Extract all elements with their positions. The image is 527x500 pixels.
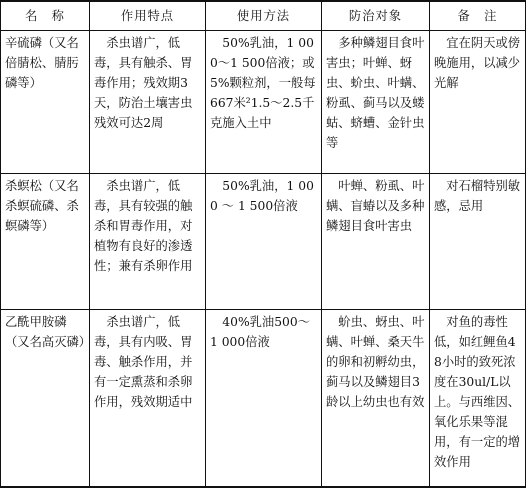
cell-name: 杀螟松（又名杀螟硫磷、杀螟磷等） <box>1 174 90 310</box>
header-name: 名 称 <box>1 1 90 31</box>
cell-usage: 40%乳油500～1 000倍液 <box>206 310 322 488</box>
table-row <box>1 174 526 310</box>
table-row <box>1 31 526 174</box>
cell-feature: 杀虫谱广，低毒，具有触杀、胃毒作用；残效期3天，防治土壤害虫残效可达2周 <box>90 31 206 174</box>
table-row <box>1 310 526 488</box>
header-usage: 使用方法 <box>206 1 322 31</box>
cell-note: 对石榴特别敏感，忌用 <box>430 174 526 310</box>
cell-usage: 50%乳油，1 000 ～ 1 500倍液 <box>206 174 322 310</box>
header-feature: 作用特点 <box>90 1 206 31</box>
cell-name: 乙酰甲胺磷（又名高灭磷） <box>1 310 90 488</box>
header-note: 备 注 <box>430 1 526 31</box>
header-target: 防治对象 <box>322 1 430 31</box>
cell-target: 多种鳞翅目食叶害虫；叶蝉、蚜虫、蚧虫、叶螨、粉虱、蓟马以及蝼蛄、蛴螬、金针虫等 <box>322 31 430 174</box>
cell-note: 对鱼的毒性低，如红鲤鱼48小时的致死浓度在30ul/L以上。与西维因、氧化乐果等混用，有一定的增效作用 <box>430 310 526 488</box>
cell-feature: 杀虫谱广，低毒，具有较强的触杀和胃毒作用，对植物有良好的渗透性；兼有杀卵作用 <box>90 174 206 310</box>
cell-name: 辛硫磷（又名倍腈松、腈肟磷等） <box>1 31 90 174</box>
cell-feature: 杀虫谱广，低毒，具有内吸、胃毒、触杀作用，并有一定熏蒸和杀卵作用，残效期适中 <box>90 310 206 488</box>
cell-target: 叶蝉、粉虱、叶螨、盲蝽以及多种鳞翅目食叶害虫 <box>322 174 430 310</box>
cell-target: 蚧虫、蚜虫、叶螨、叶蝉、桑天牛的卵和初孵幼虫，蓟马以及鳞翅目3龄以上幼虫也有效 <box>322 310 430 488</box>
header-row <box>1 1 526 31</box>
cell-note: 宜在阴天或傍晚施用，以减少光解 <box>430 31 526 174</box>
cell-usage: 50%乳油，1 000～1 500倍液；或5%颗粒剂，一般每667米²1.5～2.5千克施入土中 <box>206 31 322 174</box>
